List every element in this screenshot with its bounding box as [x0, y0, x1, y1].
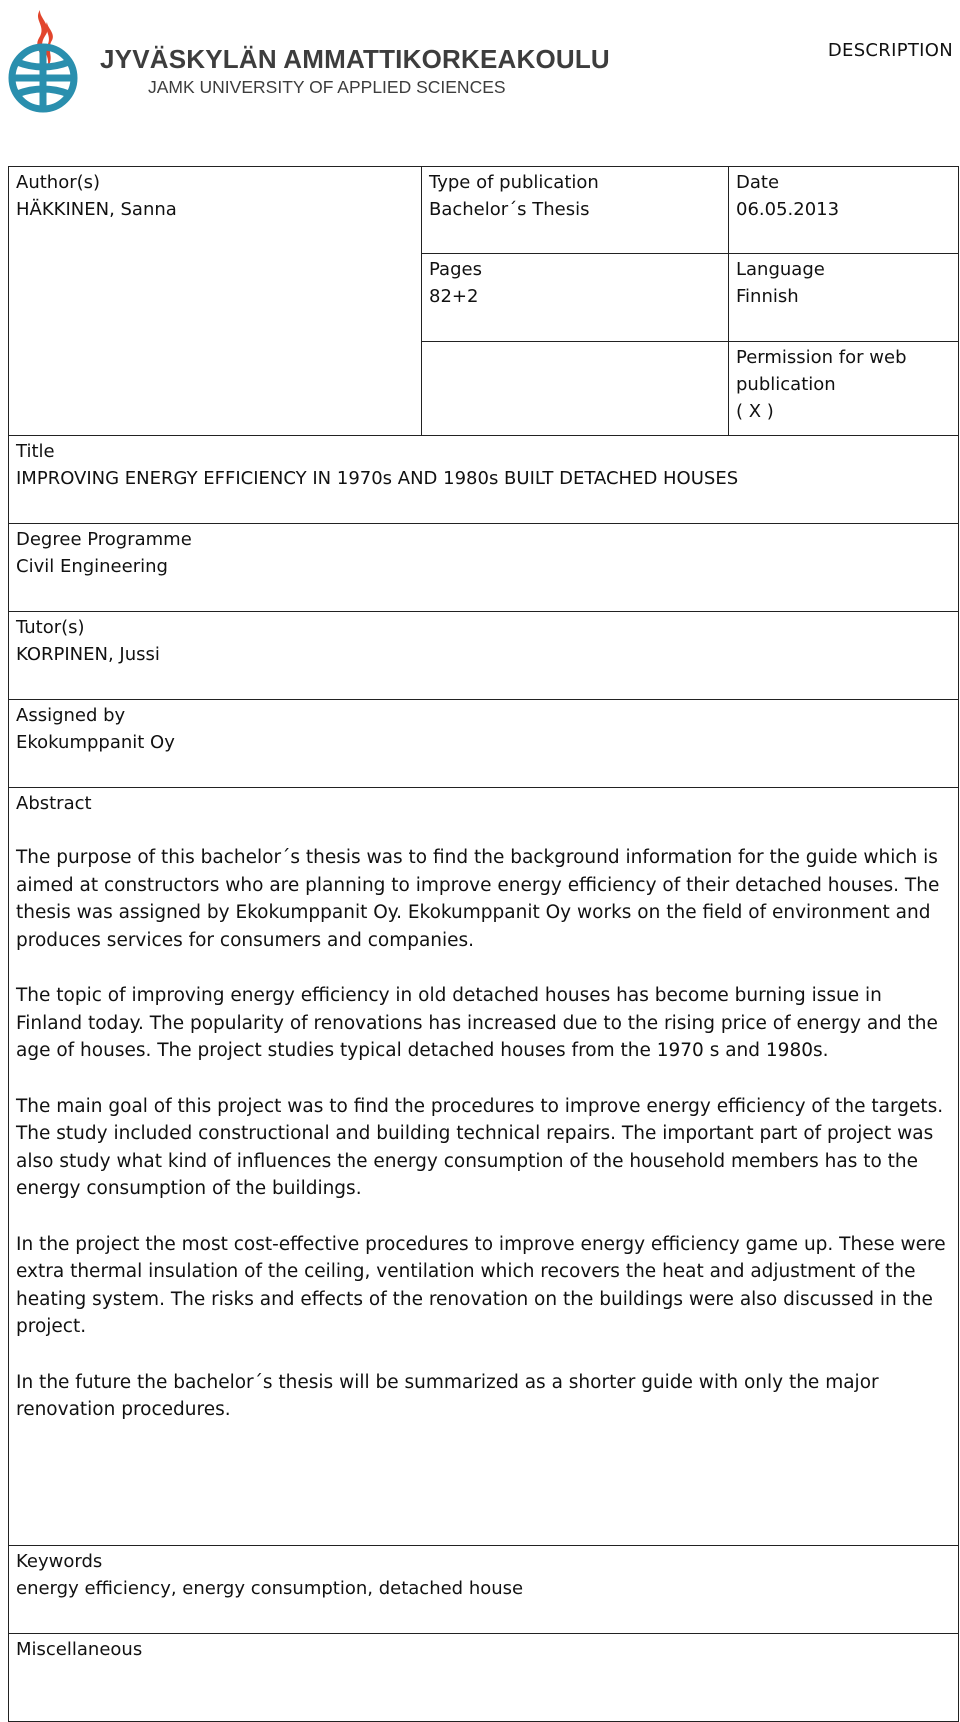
keywords-cell [9, 1546, 959, 1634]
language-label: Language [736, 259, 825, 280]
assigned-cell [9, 700, 959, 788]
permission-value: ( X ) [736, 401, 774, 422]
abstract-cell [9, 788, 959, 1546]
institution-name: JYVÄSKYLÄN AMMATTIKORKEAKOULU [100, 44, 610, 74]
degree-label: Degree Programme [16, 529, 192, 550]
date-label: Date [736, 172, 780, 193]
permission-cell [729, 342, 959, 436]
tutor-value: KORPINEN, Jussi [16, 644, 160, 665]
degree-value: Civil Engineering [16, 556, 168, 577]
pages-value: 82+2 [429, 286, 479, 307]
title-label: Title [16, 441, 55, 462]
abstract-paragraph: The main goal of this project was to find the procedures to improve energy efficiency of the targets. The study included constructional and building technical repairs. The important part of project was also study what kind of influences the energy consumption of the household members has to the energy consumption of the buildings. [16, 1095, 944, 1199]
description-form [8, 166, 959, 1722]
title-cell [9, 436, 959, 524]
logo-globe [12, 47, 74, 109]
jamk-logo-icon [3, 6, 83, 114]
author-value: HÄKKINEN, Sanna [16, 199, 177, 220]
abstract-paragraph: In the project the most cost-effective procedures to improve energy efficiency game up. These were extra thermal insulation of the ceiling, ventilation which recovers the heat and adjustment of the heating system. The risks and effects of the renovation on the buildings were also discussed in the project. [16, 1233, 946, 1337]
publication-type-value: Bachelor´s Thesis [429, 199, 590, 220]
abstract-paragraph: The topic of improving energy efficiency in old detached houses has become burning issue in Finland today. The popularity of renovations has increased due to the rising price of energy and the age of houses. The project studies typical detached houses from the 1970 s and 1980s. [16, 985, 938, 1061]
misc-cell [9, 1634, 959, 1722]
empty-cell [422, 342, 729, 436]
abstract-label: Abstract [16, 793, 92, 814]
pages-cell [422, 254, 729, 342]
tutor-cell [9, 612, 959, 700]
assigned-value: Ekokumppanit Oy [16, 732, 175, 753]
institution-name-en: JAMK UNIVERSITY OF APPLIED SCIENCES [148, 77, 506, 97]
language-cell [729, 254, 959, 342]
author-cell [9, 167, 422, 436]
permission-label-line2: publication [736, 374, 836, 395]
author-label: Author(s) [16, 172, 101, 193]
publication-type-cell [422, 167, 729, 254]
permission-label-line1: Permission for web [736, 347, 907, 368]
tutor-label: Tutor(s) [16, 617, 85, 638]
keywords-label: Keywords [16, 1551, 103, 1572]
misc-label: Miscellaneous [16, 1639, 143, 1660]
date-value: 06.05.2013 [736, 199, 840, 220]
abstract-paragraph: In the future the bachelor´s thesis will be summarized as a shorter guide with only the major renovation procedures. [16, 1371, 879, 1420]
document-type-label: DESCRIPTION [827, 40, 953, 61]
degree-cell [9, 524, 959, 612]
title-value: IMPROVING ENERGY EFFICIENCY IN 1970s AND 1980s BUILT DETACHED HOUSES [16, 468, 739, 489]
publication-type-label: Type of publication [429, 172, 599, 193]
abstract-paragraph: The purpose of this bachelor´s thesis was to find the background information for the guide which is aimed at constructors who are planning to improve energy efficiency of their detached houses. The thesis was assigned by Ekokumppanit Oy. Ekokumppanit Oy works on the field of environment and produces services for consumers and companies. [16, 847, 940, 951]
date-cell [729, 167, 959, 254]
language-value: Finnish [736, 286, 799, 307]
keywords-value: energy efficiency, energy consumption, detached house [16, 1578, 524, 1599]
pages-label: Pages [429, 259, 482, 280]
assigned-label: Assigned by [16, 705, 126, 726]
